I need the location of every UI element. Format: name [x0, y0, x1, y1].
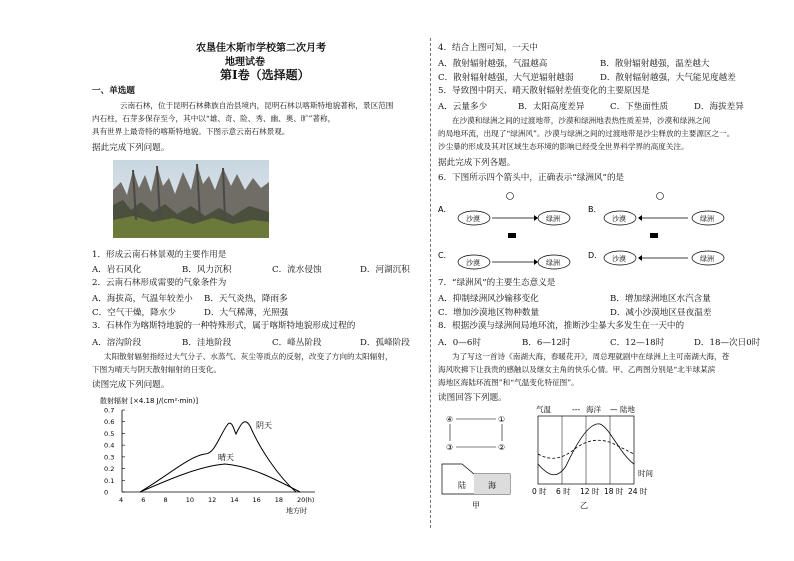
- prompt1: 据此完成下列问题。: [92, 143, 170, 153]
- volume-title: 第Ⅰ卷（选择题）: [220, 68, 310, 82]
- q2-option-c[interactable]: C．空气干燥，降水少: [92, 308, 176, 318]
- oasis-wind-diagrams: [438, 186, 758, 270]
- svg-text:绿洲: 绿洲: [546, 259, 560, 267]
- q7-option-c[interactable]: C．增加沙漠地区物种数量: [438, 308, 540, 318]
- passage1-line1: 云南石林，位于昆明石林彝族自治县境内，昆明石林以喀斯特地貌著称，景区范围: [120, 101, 394, 110]
- passage1-line2: 内石柱，石芽多保存至今，其中以“雄、奇、险、秀、幽、奥、旷”著称，: [92, 114, 336, 123]
- q2-option-b[interactable]: B．天气炎热，降雨多: [204, 294, 288, 304]
- passage2-line1: 太阳散射辐射指经过大气分子、水蒸气、灰尘等质点的反射，改变了方向的太阳辐射，: [104, 352, 393, 361]
- svg-text:①: ①: [498, 415, 506, 424]
- svg-text:18 时: 18 时: [604, 487, 624, 496]
- svg-text:海: 海: [488, 481, 496, 490]
- sun-icon: [507, 193, 514, 200]
- svg-text:绿洲: 绿洲: [546, 215, 560, 223]
- q8-option-d[interactable]: D．18—次日0时: [694, 338, 761, 348]
- q7-option-a[interactable]: A．抑制绿洲风沙输移变化: [438, 294, 539, 304]
- q4-option-b[interactable]: B．散射辐射越强，温差越大: [600, 59, 710, 69]
- q3-option-d[interactable]: D．孤峰阶段: [360, 338, 410, 348]
- svg-text:D．: D．: [588, 251, 603, 260]
- x-tick-label: 10: [185, 496, 195, 504]
- chart-ylabel: 散射辐射 [×4.18 J/(cm²·min)]: [100, 397, 199, 405]
- figure-a-circulation: [442, 415, 510, 510]
- x-tick-label: 6: [141, 496, 146, 504]
- svg-text:6 时: 6 时: [556, 487, 571, 496]
- x-tick-label: 16: [252, 496, 261, 504]
- svg-text:C．: C．: [438, 251, 452, 260]
- svg-text:沙漠: 沙漠: [466, 215, 480, 223]
- x-tick-label: 12: [208, 496, 217, 504]
- passage1-line3: 具有世界上最奇特的喀斯特地貌。下图示意云南石林景观。: [92, 127, 290, 136]
- q4-option-c[interactable]: C．散射辐射越强，大气逆辐射越弱: [438, 73, 574, 83]
- subject-title: 地理试卷: [225, 57, 265, 68]
- q4-option-a[interactable]: A．散射辐射越强，气温越高: [438, 59, 548, 69]
- q4-stem: 4．结合上图可知，一天中: [438, 43, 538, 53]
- prompt2: 读图完成下列问题。: [92, 380, 170, 390]
- svg-text:绿洲: 绿洲: [700, 215, 714, 223]
- passage3-line2: 的局地环流，出现了“绿洲风”。沙漠与绿洲之间的过渡地带是沙尘释放的主要源区之一。: [438, 129, 735, 138]
- passage4-line2: 海风吹拂下让我贵的感触以及继女主角的快乐心情。甲、乙两图分别是“北半球某滨: [438, 365, 716, 374]
- q1-option-a[interactable]: A．岩石风化: [92, 265, 142, 275]
- q6-stem: 6．下图所示四个箭头中，正确表示“绿洲风”的是: [438, 173, 625, 183]
- y-tick-label: 0: [104, 488, 109, 497]
- sunny-curve: [140, 464, 300, 492]
- q8-option-b[interactable]: B．6—12时: [522, 338, 571, 348]
- y-tick-label: 0.6: [104, 418, 115, 427]
- sunny-label: 晴天: [218, 453, 234, 462]
- q2-option-d[interactable]: D．大气稀薄，光照强: [204, 308, 289, 318]
- cloudy-label: 阴天: [256, 421, 272, 430]
- prompt3: 据此完成下列各题。: [438, 158, 516, 168]
- svg-text:---: ---: [572, 405, 581, 414]
- y-tick-label: 0.7: [104, 406, 115, 415]
- svg-text:乙: 乙: [580, 501, 588, 510]
- svg-text:绿洲: 绿洲: [700, 255, 714, 263]
- scattered-radiation-chart: [100, 394, 330, 524]
- moon-icon: [508, 233, 516, 238]
- svg-text:③: ③: [446, 443, 454, 452]
- x-unit-label: 地方时: [286, 507, 307, 515]
- x-tick-label: 20(h): [297, 496, 315, 504]
- section-title: 一、单选题: [92, 86, 135, 96]
- q7-option-d[interactable]: D．减小沙漠地区昼夜温差: [610, 308, 712, 318]
- x-tick-label: 8: [163, 496, 168, 504]
- sun-icon: [657, 193, 664, 200]
- y-tick-label: 0.3: [104, 453, 115, 462]
- prompt4: 读图回答下列题。: [438, 393, 507, 403]
- q8-stem: 8．根据沙漠与绿洲间局地环流，推断沙尘暴大多发生在一天中的: [438, 321, 685, 331]
- q7-stem: 7．“绿洲风”的主要生态意义是: [438, 278, 556, 288]
- q7-option-b[interactable]: B．增加绿洲地区水汽含量: [610, 294, 711, 304]
- passage4-line3: 海地区海陆环流图”和“气温变化特征图”。: [438, 378, 579, 387]
- q8-option-a[interactable]: A．0—6时: [438, 338, 481, 348]
- q1-option-c[interactable]: C．流水侵蚀: [272, 265, 322, 275]
- svg-text:12 时: 12 时: [580, 487, 600, 496]
- x-tick-label: 18: [274, 496, 284, 504]
- q3-option-c[interactable]: C．峰丛阶段: [272, 338, 322, 348]
- svg-text:24 时: 24 时: [628, 487, 648, 496]
- y-tick-label: 0.4: [104, 441, 115, 450]
- svg-text:甲: 甲: [472, 501, 480, 510]
- svg-text:气温: 气温: [536, 405, 551, 414]
- q3-option-b[interactable]: B．洼地阶段: [182, 338, 232, 348]
- q1-option-b[interactable]: B．风力沉积: [182, 265, 232, 275]
- svg-text:陆: 陆: [458, 481, 466, 490]
- q8-option-c[interactable]: C．12—18时: [610, 338, 665, 348]
- svg-text:海洋: 海洋: [586, 405, 601, 414]
- q1-option-d[interactable]: D．河湖沉积: [360, 265, 410, 275]
- svg-text:沙漠: 沙漠: [466, 259, 480, 267]
- passage4-line1: 为了写这一首诗《南湖大海，春暖花开》，周总理就剧中在绿洲上主可南湖大海，苍: [452, 352, 730, 361]
- q2-stem: 2．云南石林形成需要的气象条件为: [92, 278, 227, 288]
- svg-text:—: —: [610, 405, 618, 414]
- svg-text:沙漠: 沙漠: [612, 255, 626, 263]
- svg-text:0 时: 0 时: [532, 487, 547, 496]
- moon-icon: [650, 233, 658, 238]
- y-tick-label: 0.1: [104, 476, 115, 485]
- passage3-line3: 沙尘暴的形成及其对区域生态环境的影响已经受全世界科学界的高度关注。: [438, 142, 689, 151]
- y-tick-label: 0.5: [104, 429, 115, 438]
- q5-option-b[interactable]: B．太阳高度差异: [518, 102, 585, 112]
- q5-option-d[interactable]: D．海拔差异: [694, 102, 744, 112]
- q5-option-c[interactable]: C．下垫面性质: [610, 102, 669, 112]
- svg-text:②: ②: [498, 443, 506, 452]
- x-tick-label: 4: [119, 496, 124, 504]
- figure-b-temperature: [532, 404, 653, 510]
- passage3-line1: 在沙漠和绿洲之间的过渡地带，沙漠和绿洲地表热性质差异，沙漠和绿洲之间: [452, 116, 711, 125]
- svg-text:B．: B．: [588, 205, 602, 214]
- svg-text:时间: 时间: [638, 469, 653, 478]
- q4-option-d[interactable]: D．散射辐射越强，大气能见度越差: [600, 73, 736, 83]
- q5-stem: 5．导致图中阴天、晴天散射辐射差值变化的主要原因是: [438, 86, 650, 96]
- svg-text:A．: A．: [438, 205, 452, 214]
- q3-option-a[interactable]: A．溶沟阶段: [92, 338, 142, 348]
- svg-text:陆地: 陆地: [620, 405, 635, 414]
- stone-forest-photo: [113, 160, 269, 238]
- q5-option-a[interactable]: A．云量多少: [438, 102, 488, 112]
- column-divider: [430, 38, 431, 528]
- svg-text:沙漠: 沙漠: [612, 215, 626, 223]
- sea-land-figures: [440, 404, 740, 516]
- school-title: 农垦佳木斯市学校第二次月考: [196, 43, 326, 54]
- q1-stem: 1．形成云南石林景观的主要作用是: [92, 250, 227, 260]
- passage2-line2: 下图为晴天与阴天散射辐射的日变化。: [92, 365, 222, 374]
- svg-text:④: ④: [446, 415, 454, 424]
- q3-stem: 3．石林作为喀斯特地貌的一种特殊形式，属于喀斯特地貌形成过程的: [92, 321, 356, 331]
- q2-option-a[interactable]: A．海拔高，气温年较差小: [92, 294, 193, 304]
- y-tick-label: 0.2: [104, 465, 115, 474]
- x-tick-label: 14: [230, 496, 239, 504]
